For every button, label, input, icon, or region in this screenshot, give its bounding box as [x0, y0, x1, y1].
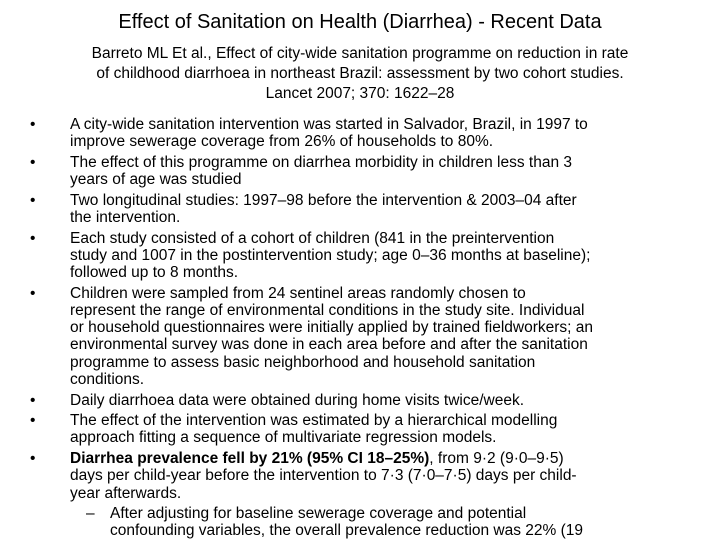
- bullet-text: , from 9·2 (9·0–9·5): [429, 450, 564, 468]
- citation-line: Barreto ML Et al., Effect of city-wide sanitation programme on reduction in rate: [91, 45, 629, 62]
- bullet-text-line: approach fitting a sequence of multivariate regression models.: [70, 429, 497, 447]
- sub-bullet-marker: –: [86, 505, 95, 523]
- bullet-item: [30, 116, 706, 150]
- bullet-text-line: A city-wide sanitation intervention was started in Salvador, Brazil, in 1997 to: [70, 116, 588, 133]
- bullet-text-line: or household questionnaires were initially applied by trained fieldworkers; an: [70, 319, 593, 337]
- bullet-text-line: Children were sampled from 24 sentinel areas randomly chosen to: [70, 284, 526, 302]
- bullet-text-line: conditions.: [70, 370, 145, 388]
- bullet-text-line: followed up to 8 months.: [70, 264, 239, 282]
- bullet-marker: •: [30, 191, 36, 209]
- citation-line: Lancet 2007; 370: 1622–28: [265, 85, 455, 102]
- bullet-list: [30, 116, 706, 540]
- bullet-bold-text: Diarrhea prevalence fell by 21% (95% CI 18–25%): [70, 450, 430, 468]
- bullet-text-line: programme to assess basic neighborhood and household sanitation: [70, 353, 536, 371]
- bullet-text-line: represent the range of environmental conditions in the study site. Individual: [70, 302, 585, 320]
- sub-bullet-item: [30, 505, 706, 539]
- bullet-item: [30, 154, 706, 188]
- bullet-text-line: Two longitudinal studies: 1997–98 before the intervention & 2003–04 after: [70, 191, 577, 209]
- bullet-text-line: [70, 450, 706, 467]
- bullet-item: [30, 392, 706, 409]
- sub-bullet-text-line: confounding variables, the overall prevalence reduction was 22% (19: [110, 522, 584, 540]
- bullet-text-line: Daily diarrhoea data were obtained during home visits twice/week.: [70, 391, 525, 409]
- bullet-text-line: the intervention.: [70, 209, 181, 227]
- bullet-item: [30, 230, 706, 282]
- bullet-marker: •: [30, 450, 36, 468]
- bullet-text-line: study and 1007 in the postintervention study; age 0–36 months at baseline);: [70, 246, 591, 264]
- citation: [20, 44, 700, 104]
- bullet-marker: •: [30, 412, 36, 430]
- slide-title: Effect of Sanitation on Health (Diarrhea) - Recent Data: [118, 11, 602, 33]
- bullet-text-line: The effect of this programme on diarrhea morbidity in children less than 3: [70, 153, 572, 171]
- bullet-text-line: days per child-year before the intervention to 7·3 (7·0–7·5) days per child-: [70, 467, 577, 485]
- sub-bullet-text-line: After adjusting for baseline sewerage coverage and potential: [110, 505, 527, 523]
- bullet-text-line: years of age was studied: [70, 171, 242, 189]
- bullet-marker: •: [30, 116, 36, 133]
- bullet-marker: •: [30, 391, 36, 409]
- bullet-item: [30, 192, 706, 226]
- bullet-text-line: year afterwards.: [70, 484, 182, 502]
- bullet-text-line: Each study consisted of a cohort of children (841 in the preintervention: [70, 229, 555, 247]
- bullet-item: [30, 450, 706, 502]
- bullet-marker: •: [30, 284, 36, 302]
- bullet-item: [30, 285, 706, 388]
- bullet-marker: •: [30, 153, 36, 171]
- bullet-text-line: environmental survey was done in each area before and after the sanitation: [70, 336, 588, 354]
- bullet-item: [30, 412, 706, 446]
- citation-line: of childhood diarrhoea in northeast Brazil: assessment by two cohort studies.: [96, 65, 624, 82]
- bullet-text-line: improve sewerage coverage from 26% of households to 80%.: [70, 133, 494, 151]
- bullet-text-line: The effect of the intervention was estimated by a hierarchical modelling: [70, 412, 558, 430]
- bullet-marker: •: [30, 229, 36, 247]
